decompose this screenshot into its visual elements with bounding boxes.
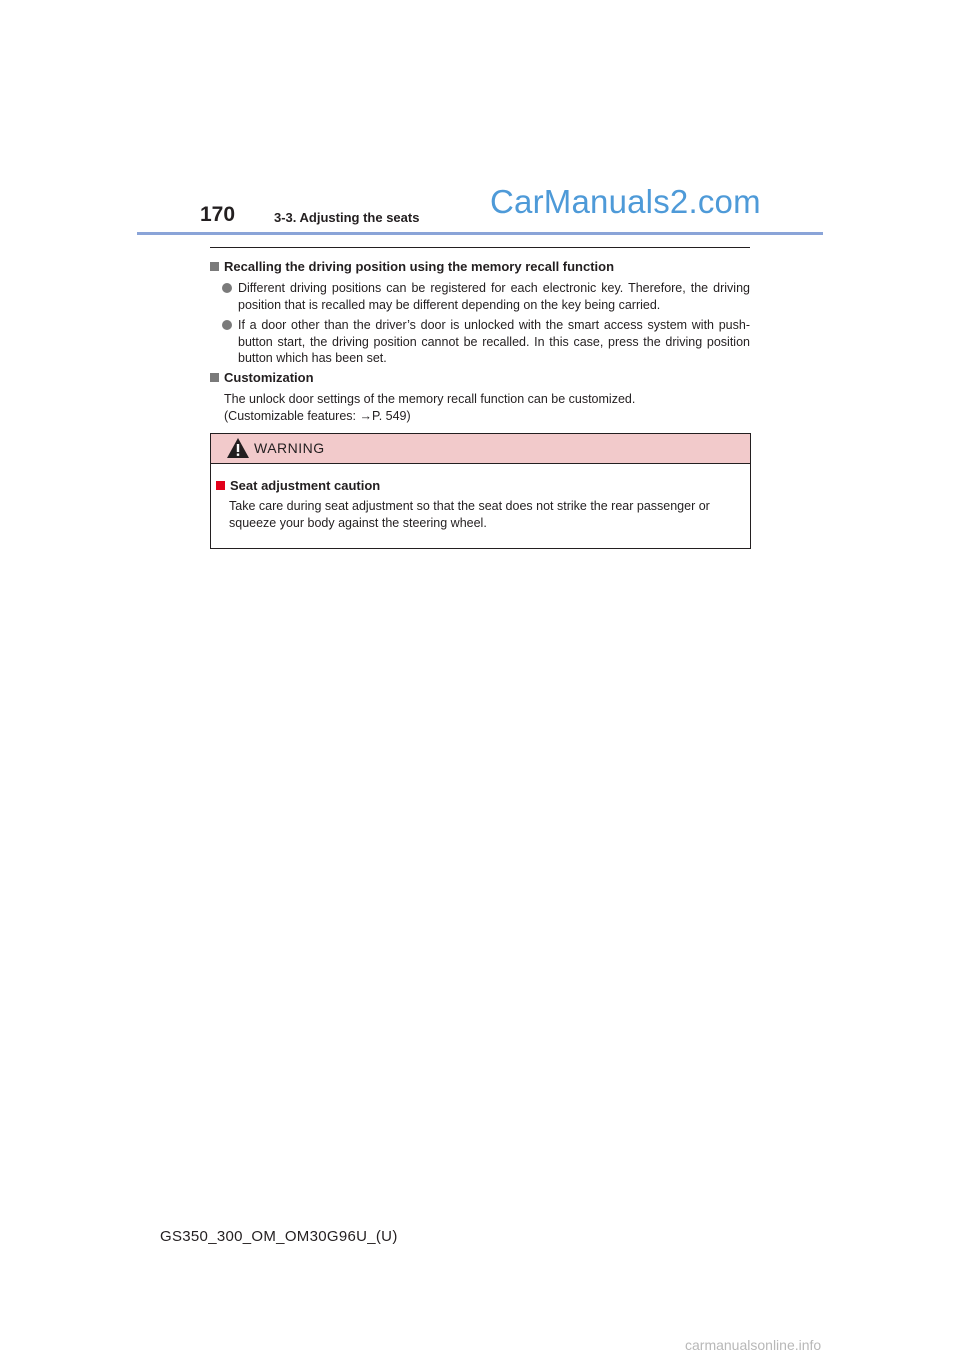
- square-bullet-icon: [210, 373, 219, 382]
- section-heading-memory-recall: [210, 259, 614, 274]
- content-rule: [210, 247, 750, 248]
- list-item-text: If a door other than the driver’s door is unlocked with the smart access system with push-button start, the driving position cannot be recalled. In this case, press the driving position button which has been set.: [238, 318, 750, 365]
- footer-watermark[interactable]: carmanualsonline.info: [685, 1337, 822, 1353]
- warning-title: WARNING: [254, 440, 325, 456]
- list-item: [222, 317, 750, 367]
- round-bullet-icon: [222, 283, 232, 293]
- customization-line: The unlock door settings of the memory recall function can be customized.: [224, 392, 636, 406]
- page-number: 170: [200, 203, 236, 226]
- warning-triangle-icon: [226, 437, 250, 459]
- heading-text: Recalling the driving position using the memory recall function: [224, 259, 615, 274]
- footer-code: GS350_300_OM_OM30G96U_(U): [160, 1228, 398, 1245]
- warning-subheading: [216, 478, 380, 493]
- section-title: 3-3. Adjusting the seats: [274, 210, 420, 225]
- customization-reference-link[interactable]: (Customizable features: →P. 549): [224, 408, 411, 423]
- warning-header: [211, 434, 750, 464]
- warning-subheading-text: Seat adjustment caution: [230, 478, 381, 493]
- customization-text: [224, 391, 635, 424]
- square-bullet-icon: [210, 262, 219, 271]
- section-heading-customization: [210, 370, 314, 385]
- round-bullet-icon: [222, 320, 232, 330]
- header-rule: [137, 232, 823, 235]
- square-bullet-icon: [216, 481, 225, 490]
- warning-box: [210, 433, 751, 549]
- heading-text: Customization: [224, 370, 314, 385]
- warning-text: Take care during seat adjustment so that the seat does not strike the rear passenger or squeeze your body against the steering wheel.: [229, 499, 710, 530]
- list-item-text: Different driving positions can be registered for each electronic key. Therefore, the driving position that is recalled may be different depending on the key being carried.: [238, 281, 750, 312]
- watermark-logo[interactable]: CarManuals2.com: [490, 183, 761, 220]
- list-item: [222, 280, 750, 313]
